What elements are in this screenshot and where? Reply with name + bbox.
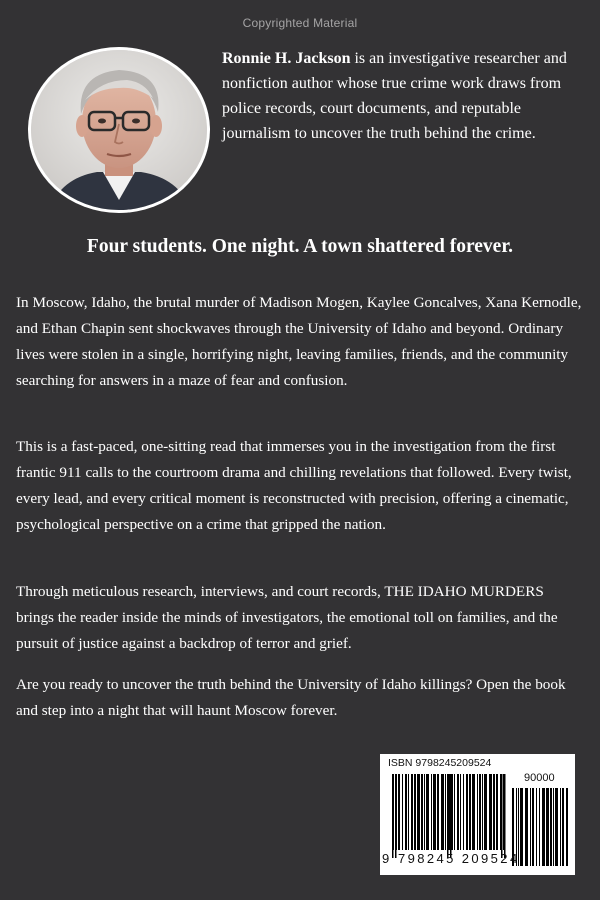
isbn-digits: 798245 209524 (398, 851, 520, 866)
watermark-top: Copyrighted Material (242, 16, 358, 30)
paragraph: Are you ready to uncover the truth behind the University of Idaho killings? Open the book and step into a night that will haunt Moscow forever. (16, 676, 566, 719)
author-bio (222, 46, 567, 146)
price-code: 90000 (524, 772, 555, 784)
isbn-label: ISBN 9798245209524 (388, 757, 492, 769)
paragraph: Through meticulous research, interviews, and court records, THE IDAHO MURDERS brings the reader inside the minds of investigators, the emotional toll on families, and the pursuit of justice against a backdrop of terror and grief. (16, 583, 558, 652)
isbn-barcode (380, 754, 575, 875)
author-bio-text: is an investigative researcher and nonfiction author whose true crime work draws from police records, court documents, and reputable journalism to uncover the truth behind the crime. (222, 50, 567, 142)
author-name: Ronnie H. Jackson (222, 50, 351, 67)
paragraph: This is a fast-paced, one-sitting read that immerses you in the investigation from the first frantic 911 calls to the courtroom drama and chilling revelations that followed. Every twist, every lead, and every critical moment is reconstructed with precision, offering a cinematic, psychological perspective on a crime that gripped the nation. (16, 438, 572, 533)
tagline: Four students. One night. A town shattered forever. (86, 236, 514, 257)
isbn-first-digit: 9 (382, 851, 390, 866)
author-portrait-image (31, 50, 207, 210)
paragraph: In Moscow, Idaho, the brutal murder of Madison Mogen, Kaylee Goncalves, Xana Kernodle, and Ethan Chapin sent shockwaves through the University of Idaho and beyond. Ordinary lives were stolen in a single, horrifying night, leaving families, friends, and the community searching for answers in a maze of fear and confusion. (16, 294, 582, 389)
author-photo (31, 50, 207, 210)
